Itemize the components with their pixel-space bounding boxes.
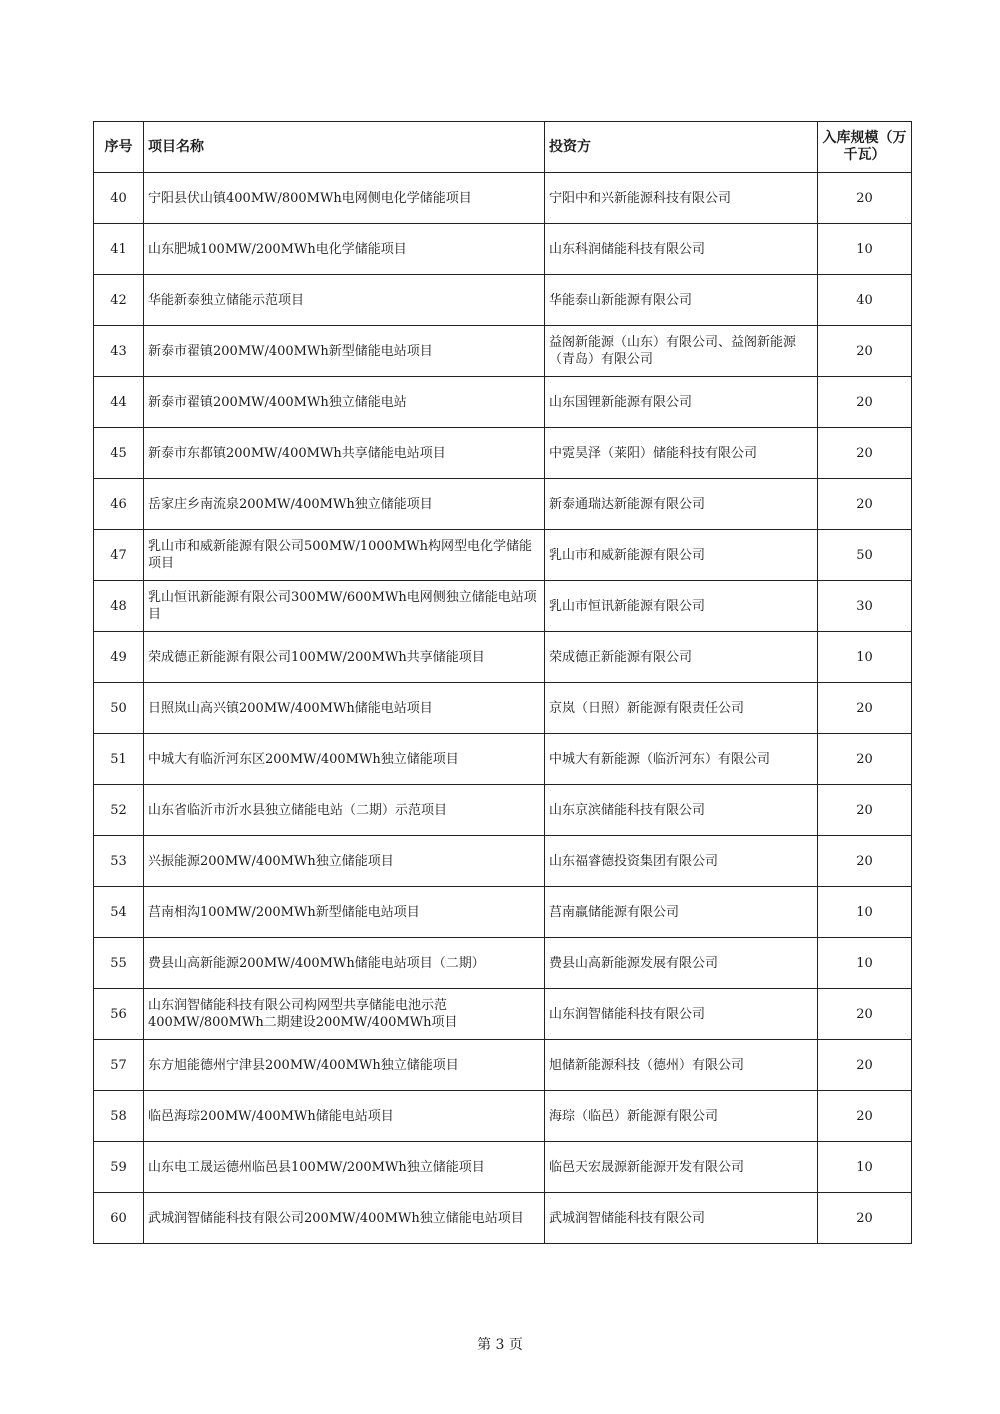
table-row (94, 530, 912, 581)
cell-no: 49 (94, 632, 144, 683)
table-row (94, 683, 912, 734)
cell-investor: 山东京滨储能科技有限公司 (545, 785, 818, 836)
table-row (94, 377, 912, 428)
cell-no: 44 (94, 377, 144, 428)
cell-investor: 乳山市和威新能源有限公司 (545, 530, 818, 581)
cell-capacity: 20 (818, 428, 912, 479)
cell-name: 山东润智储能科技有限公司构网型共享储能电池示范400MW/800MWh二期建设200MW/400MWh项目 (144, 989, 545, 1040)
cell-investor: 临邑天宏晟源新能源开发有限公司 (545, 1142, 818, 1193)
table-row (94, 1040, 912, 1091)
table-row (94, 1091, 912, 1142)
cell-investor: 宁阳中和兴新能源科技有限公司 (545, 173, 818, 224)
project-table-container (93, 121, 905, 1244)
table-row (94, 1142, 912, 1193)
cell-name: 中城大有临沂河东区200MW/400MWh独立储能项目 (144, 734, 545, 785)
table-row (94, 1193, 912, 1244)
cell-name: 新泰市东都镇200MW/400MWh共享储能电站项目 (144, 428, 545, 479)
table-row (94, 632, 912, 683)
cell-capacity: 20 (818, 734, 912, 785)
cell-capacity: 10 (818, 938, 912, 989)
table-row (94, 224, 912, 275)
header-no: 序号 (94, 122, 144, 173)
cell-investor: 益阁新能源（山东）有限公司、益阁新能源（青岛）有限公司 (545, 326, 818, 377)
header-name: 项目名称 (144, 122, 545, 173)
cell-investor: 中霓昊泽（莱阳）储能科技有限公司 (545, 428, 818, 479)
table-row (94, 734, 912, 785)
cell-no: 60 (94, 1193, 144, 1244)
cell-capacity: 10 (818, 224, 912, 275)
cell-name: 华能新泰独立储能示范项目 (144, 275, 545, 326)
cell-name: 临邑海琮200MW/400MWh储能电站项目 (144, 1091, 545, 1142)
table-row (94, 581, 912, 632)
cell-name: 山东电工晟运德州临邑县100MW/200MWh独立储能项目 (144, 1142, 545, 1193)
cell-investor: 费县山高新能源发展有限公司 (545, 938, 818, 989)
cell-investor: 新泰通瑞达新能源有限公司 (545, 479, 818, 530)
cell-no: 59 (94, 1142, 144, 1193)
cell-investor: 山东润智储能科技有限公司 (545, 989, 818, 1040)
cell-name: 新泰市翟镇200MW/400MWh独立储能电站 (144, 377, 545, 428)
cell-name: 山东肥城100MW/200MWh电化学储能项目 (144, 224, 545, 275)
cell-investor: 中城大有新能源（临沂河东）有限公司 (545, 734, 818, 785)
cell-no: 48 (94, 581, 144, 632)
table-row (94, 989, 912, 1040)
cell-no: 53 (94, 836, 144, 887)
cell-no: 51 (94, 734, 144, 785)
cell-investor: 山东福睿德投资集团有限公司 (545, 836, 818, 887)
header-investor: 投资方 (545, 122, 818, 173)
cell-name: 新泰市翟镇200MW/400MWh新型储能电站项目 (144, 326, 545, 377)
header-capacity: 入库规模（万千瓦） (818, 122, 912, 173)
cell-capacity: 20 (818, 836, 912, 887)
table-row (94, 173, 912, 224)
cell-capacity: 20 (818, 326, 912, 377)
cell-capacity: 40 (818, 275, 912, 326)
project-table (93, 121, 912, 1244)
cell-no: 43 (94, 326, 144, 377)
table-row (94, 836, 912, 887)
cell-name: 费县山高新能源200MW/400MWh储能电站项目（二期） (144, 938, 545, 989)
table-row (94, 275, 912, 326)
cell-investor: 华能泰山新能源有限公司 (545, 275, 818, 326)
cell-no: 42 (94, 275, 144, 326)
cell-no: 52 (94, 785, 144, 836)
cell-investor: 旭储新能源科技（德州）有限公司 (545, 1040, 818, 1091)
cell-investor: 京岚（日照）新能源有限责任公司 (545, 683, 818, 734)
table-row (94, 785, 912, 836)
cell-capacity: 30 (818, 581, 912, 632)
cell-name: 武城润智储能科技有限公司200MW/400MWh独立储能电站项目 (144, 1193, 545, 1244)
cell-capacity: 20 (818, 377, 912, 428)
page-footer: 第 3 页 (477, 1337, 523, 1353)
table-header-row (94, 122, 912, 173)
cell-no: 55 (94, 938, 144, 989)
cell-investor: 乳山市恒讯新能源有限公司 (545, 581, 818, 632)
cell-no: 46 (94, 479, 144, 530)
cell-no: 45 (94, 428, 144, 479)
cell-capacity: 10 (818, 887, 912, 938)
cell-name: 莒南相沟100MW/200MWh新型储能电站项目 (144, 887, 545, 938)
table-row (94, 326, 912, 377)
cell-investor: 山东国锂新能源有限公司 (545, 377, 818, 428)
cell-no: 40 (94, 173, 144, 224)
table-row (94, 887, 912, 938)
cell-capacity: 50 (818, 530, 912, 581)
cell-no: 41 (94, 224, 144, 275)
cell-capacity: 20 (818, 173, 912, 224)
cell-no: 54 (94, 887, 144, 938)
cell-name: 乳山恒讯新能源有限公司300MW/600MWh电网侧独立储能电站项目 (144, 581, 545, 632)
cell-no: 57 (94, 1040, 144, 1091)
cell-investor: 山东科润储能科技有限公司 (545, 224, 818, 275)
cell-no: 50 (94, 683, 144, 734)
cell-no: 56 (94, 989, 144, 1040)
cell-name: 宁阳县伏山镇400MW/800MWh电网侧电化学储能项目 (144, 173, 545, 224)
cell-capacity: 10 (818, 1142, 912, 1193)
cell-name: 乳山市和威新能源有限公司500MW/1000MWh构网型电化学储能项目 (144, 530, 545, 581)
table-row (94, 428, 912, 479)
cell-capacity: 20 (818, 785, 912, 836)
cell-investor: 武城润智储能科技有限公司 (545, 1193, 818, 1244)
cell-capacity: 20 (818, 1193, 912, 1244)
cell-investor: 海琮（临邑）新能源有限公司 (545, 1091, 818, 1142)
cell-capacity: 10 (818, 632, 912, 683)
cell-investor: 莒南羸储能源有限公司 (545, 887, 818, 938)
table-row (94, 479, 912, 530)
cell-name: 兴振能源200MW/400MWh独立储能项目 (144, 836, 545, 887)
table-row (94, 938, 912, 989)
cell-name: 荣成德正新能源有限公司100MW/200MWh共享储能项目 (144, 632, 545, 683)
cell-capacity: 20 (818, 989, 912, 1040)
cell-name: 日照岚山高兴镇200MW/400MWh储能电站项目 (144, 683, 545, 734)
cell-capacity: 20 (818, 1091, 912, 1142)
cell-name: 岳家庄乡南流泉200MW/400MWh独立储能项目 (144, 479, 545, 530)
cell-capacity: 20 (818, 683, 912, 734)
cell-no: 47 (94, 530, 144, 581)
cell-no: 58 (94, 1091, 144, 1142)
cell-capacity: 20 (818, 479, 912, 530)
cell-capacity: 20 (818, 1040, 912, 1091)
cell-name: 东方旭能德州宁津县200MW/400MWh独立储能项目 (144, 1040, 545, 1091)
cell-investor: 荣成德正新能源有限公司 (545, 632, 818, 683)
cell-name: 山东省临沂市沂水县独立储能电站（二期）示范项目 (144, 785, 545, 836)
